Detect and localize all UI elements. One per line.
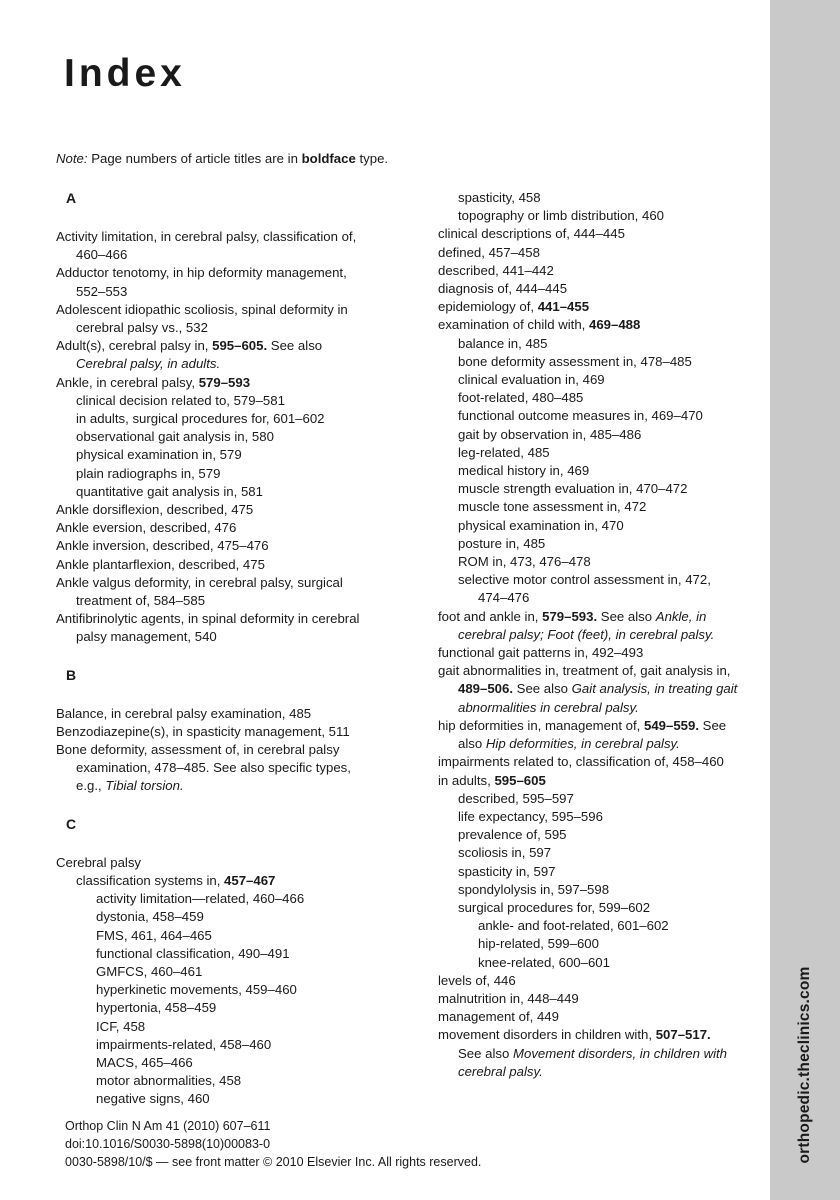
index-subentry: motor abnormalities, 458 bbox=[96, 1073, 242, 1089]
index-subentry: functional classification, 490–491 bbox=[96, 945, 290, 961]
index-subentry: clinical decision related to, 579–581 bbox=[76, 392, 285, 408]
index-entry: Ankle eversion, described, 476 bbox=[56, 520, 237, 536]
index-entry: epidemiology of, 441–455 bbox=[438, 299, 590, 315]
index-entry: examination of child with, 469–488 bbox=[438, 317, 641, 333]
index-subentry: FMS, 461, 464–465 bbox=[96, 927, 212, 943]
section-heading-c: C bbox=[66, 815, 77, 832]
index-subentry: dystonia, 458–459 bbox=[96, 909, 204, 925]
index-subentry: knee-related, 600–601 bbox=[478, 954, 610, 970]
citation-footer bbox=[65, 1117, 481, 1171]
index-entry: Ankle dorsiflexion, described, 475 bbox=[56, 502, 254, 518]
index-entry: clinical descriptions of, 444–445 bbox=[438, 226, 625, 242]
footer-copyright: 0030-5898/10/$ — see front matter © 2010 Elsevier Inc. All rights reserved. bbox=[65, 1155, 482, 1169]
index-subentry: scoliosis in, 597 bbox=[458, 845, 552, 861]
index-entry: Adult(s), cerebral palsy in, 595–605. See also Cerebral palsy, in adults. bbox=[56, 338, 323, 372]
index-entry: levels of, 446 bbox=[438, 972, 516, 988]
index-subentry: impairments-related, 458–460 bbox=[96, 1036, 272, 1052]
note-text-end: type. bbox=[355, 151, 389, 166]
index-subentry: life expectancy, 595–596 bbox=[458, 808, 603, 824]
index-subentry: plain radiographs in, 579 bbox=[76, 465, 221, 481]
index-entry: diagnosis of, 444–445 bbox=[438, 281, 568, 297]
index-entry: impairments related to, classification of, 458–460 bbox=[438, 754, 724, 770]
page-title: Index bbox=[64, 52, 186, 95]
journal-website-text: orthopedic.theclinics.com bbox=[796, 966, 813, 1164]
index-subentry: gait by observation in, 485–486 bbox=[458, 426, 642, 442]
index-entry: Bone deformity, assessment of, in cerebral palsy examination, 478–485. See also specific types, e.g., Tibial torsion. bbox=[56, 742, 351, 794]
index-subentry: negative signs, 460 bbox=[96, 1091, 210, 1107]
index-entry: movement disorders in children with, 507–517. See also Movement disorders, in children with cerebral palsy. bbox=[438, 1027, 728, 1079]
index-subentry: medical history in, 469 bbox=[458, 463, 590, 479]
index-subentry: selective motor control assessment in, 472, 474–476 bbox=[458, 572, 711, 606]
index-entry: Ankle inversion, described, 475–476 bbox=[56, 538, 269, 554]
index-subentry: activity limitation—related, 460–466 bbox=[96, 891, 305, 907]
index-subentry: prevalence of, 595 bbox=[458, 827, 567, 843]
section-heading-a: A bbox=[66, 190, 77, 206]
index-subentry: clinical evaluation in, 469 bbox=[458, 372, 605, 388]
index-entry: Benzodiazepine(s), in spasticity management, 511 bbox=[56, 723, 350, 739]
index-subentry: leg-related, 485 bbox=[458, 444, 550, 460]
index-entry: Adolescent idiopathic scoliosis, spinal deformity in cerebral palsy vs., 532 bbox=[56, 301, 348, 336]
index-subentry: quantitative gait analysis in, 581 bbox=[76, 483, 263, 499]
index-entry: described, 441–442 bbox=[438, 262, 554, 278]
index-subentry: bone deformity assessment in, 478–485 bbox=[458, 353, 692, 369]
index-entry: gait abnormalities in, treatment of, gait analysis in, 489–506. See also Gait analysis, in treating gait abnormalities in cerebral palsy. bbox=[438, 663, 738, 715]
index-subentry: functional outcome measures in, 469–470 bbox=[458, 408, 703, 424]
index-note bbox=[56, 150, 388, 168]
footer-doi: doi:10.1016/S0030-5898(10)00083-0 bbox=[65, 1137, 271, 1151]
index-subentry: physical examination in, 470 bbox=[458, 517, 624, 533]
index-entry: Cerebral palsy bbox=[56, 854, 142, 870]
index-subentry: foot-related, 480–485 bbox=[458, 390, 584, 406]
index-subentry: in adults, surgical procedures for, 601–602 bbox=[76, 411, 325, 427]
index-subentry: spasticity, 458 bbox=[458, 190, 541, 205]
index-subentry: MACS, 465–466 bbox=[96, 1054, 193, 1070]
index-subentry: topography or limb distribution, 460 bbox=[458, 208, 664, 224]
index-subentry: hypertonia, 458–459 bbox=[96, 1000, 217, 1016]
index-entry: Antifibrinolytic agents, in spinal deformity in cerebral palsy management, 540 bbox=[56, 611, 360, 645]
note-boldface: boldface bbox=[301, 151, 356, 166]
index-entry: Balance, in cerebral palsy examination, 485 bbox=[56, 705, 312, 721]
index-entry: foot and ankle in, 579–593. See also Ankle, in cerebral palsy; Foot (feet), in cerebral palsy. bbox=[438, 608, 715, 642]
index-entry: hip deformities in, management of, 549–559. See also Hip deformities, in cerebral palsy. bbox=[438, 717, 727, 752]
index-subentry: spondylolysis in, 597–598 bbox=[458, 881, 610, 897]
note-label: Note: bbox=[56, 151, 88, 166]
index-column-left bbox=[56, 189, 408, 1109]
index-entry: Activity limitation, in cerebral palsy, classification of, 460–466 bbox=[56, 229, 357, 263]
index-subentry: muscle strength evaluation in, 470–472 bbox=[458, 481, 688, 497]
index-entry: management of, 449 bbox=[438, 1009, 559, 1025]
footer-citation: Orthop Clin N Am 41 (2010) 607–611 bbox=[65, 1119, 271, 1133]
index-subentry: observational gait analysis in, 580 bbox=[76, 429, 274, 445]
index-subentry: ICF, 458 bbox=[96, 1018, 146, 1034]
index-subentry: described, 595–597 bbox=[458, 790, 574, 806]
index-entry: Ankle valgus deformity, in cerebral palsy, surgical treatment of, 584–585 bbox=[56, 574, 343, 609]
index-subentry: balance in, 485 bbox=[458, 335, 548, 351]
index-subentry: spasticity in, 597 bbox=[458, 863, 556, 879]
index-subentry: ROM in, 473, 476–478 bbox=[458, 554, 591, 570]
index-column-right bbox=[438, 189, 763, 1081]
index-entry: functional gait patterns in, 492–493 bbox=[438, 645, 644, 661]
note-text: Page numbers of article titles are in bbox=[87, 151, 302, 166]
index-subentry: classification systems in, 457–467 bbox=[76, 872, 276, 888]
index-subentry: ankle- and foot-related, 601–602 bbox=[478, 918, 669, 934]
index-subentry: hip-related, 599–600 bbox=[478, 936, 599, 952]
index-subentry: muscle tone assessment in, 472 bbox=[458, 499, 647, 515]
index-entry: Ankle plantarflexion, described, 475 bbox=[56, 556, 265, 572]
index-entry: Adductor tenotomy, in hip deformity management, 552–553 bbox=[56, 265, 347, 299]
section-heading-b: B bbox=[66, 666, 77, 683]
index-entry: in adults, 595–605 bbox=[438, 772, 546, 788]
index-subentry: surgical procedures for, 599–602 bbox=[458, 899, 651, 915]
index-entry: Ankle, in cerebral palsy, 579–593 bbox=[56, 374, 251, 390]
index-entry: malnutrition in, 448–449 bbox=[438, 990, 579, 1006]
index-subentry: GMFCS, 460–461 bbox=[96, 963, 203, 979]
index-entry: defined, 457–458 bbox=[438, 244, 540, 260]
index-subentry: physical examination in, 579 bbox=[76, 447, 242, 463]
index-subentry: hyperkinetic movements, 459–460 bbox=[96, 982, 297, 998]
index-subentry: posture in, 485 bbox=[458, 535, 546, 551]
